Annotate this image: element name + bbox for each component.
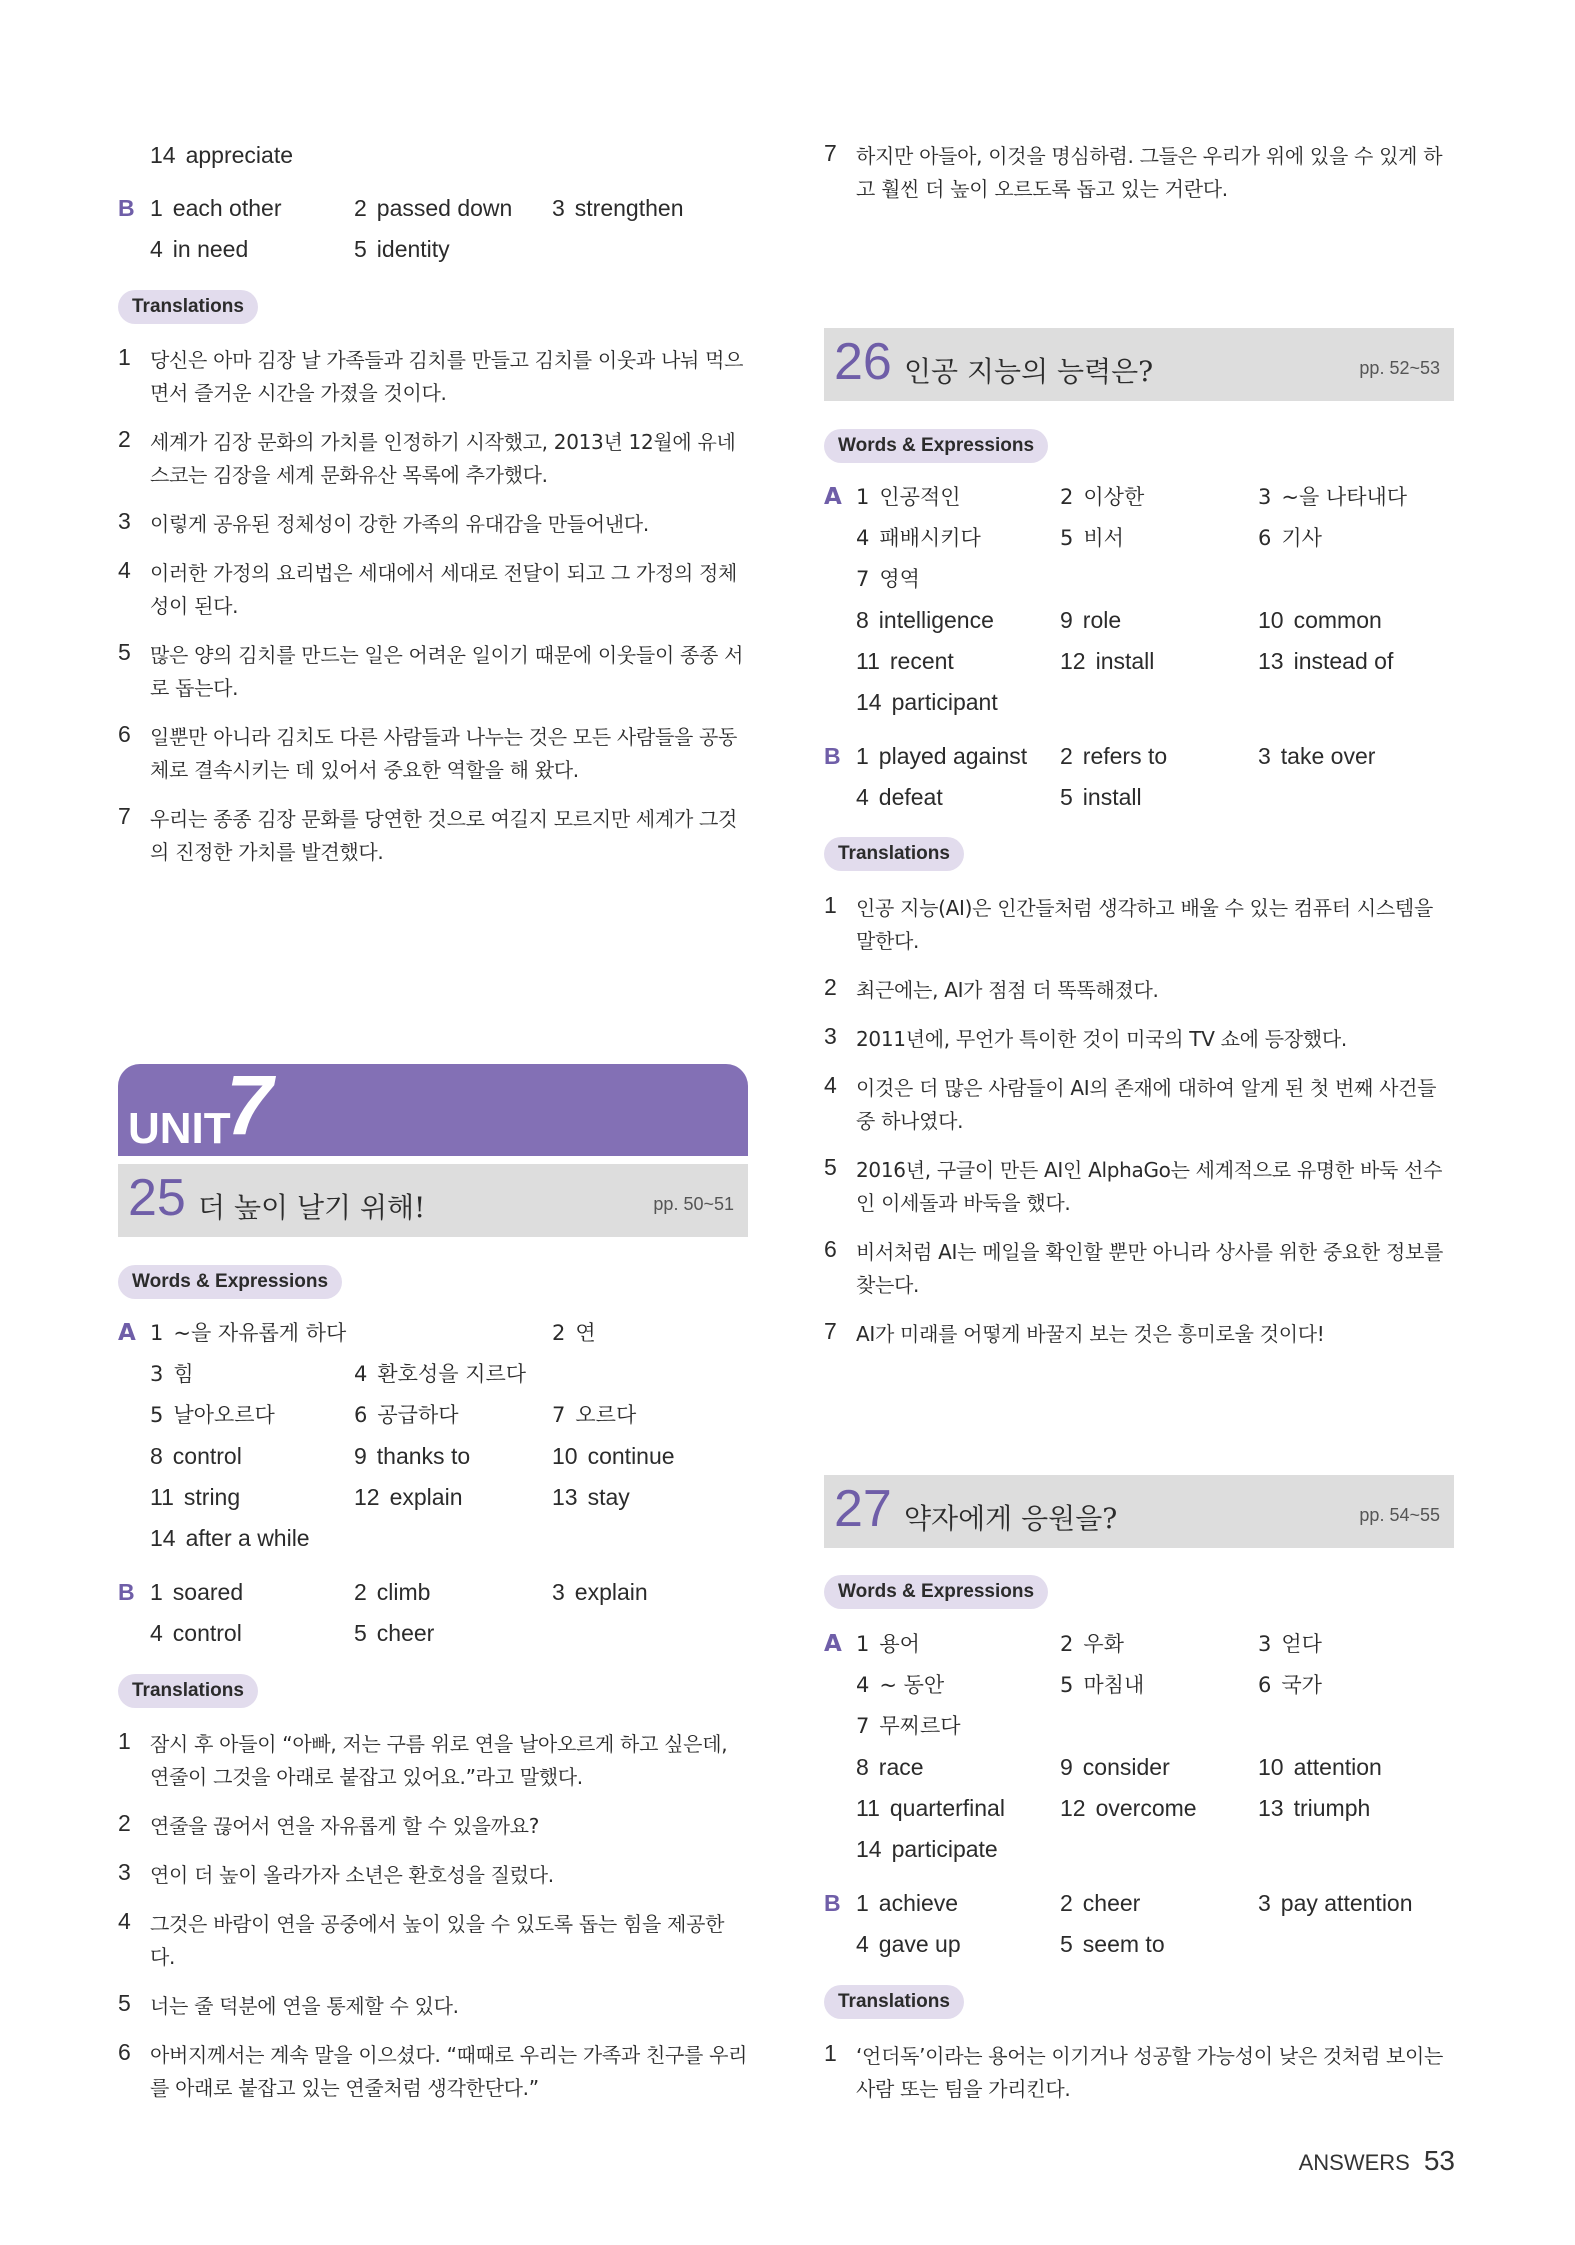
item-text: 영역 [879, 567, 920, 591]
section-letter-a: A [824, 1631, 842, 1657]
item-number: 3 [1258, 485, 1272, 509]
translation-item [118, 557, 748, 623]
answer-a-row-3 [118, 1400, 748, 1430]
section-letter-b: B [824, 743, 841, 769]
item-number: 1 [150, 1321, 164, 1345]
answer-a-row-1 [118, 1318, 748, 1348]
item-number: 14 [856, 689, 882, 715]
answer-b-row-1 [118, 1577, 748, 1607]
item-text: seem to [1082, 1931, 1165, 1957]
lesson-25-header [118, 1164, 748, 1237]
item-text: ~을 자유롭게 하다 [173, 1321, 347, 1345]
item-text: strengthen [574, 195, 684, 221]
translation-number: 1 [824, 892, 837, 918]
item-text: 비서 [1083, 526, 1124, 550]
item-number: 13 [1258, 648, 1284, 674]
item-text: appreciate [185, 142, 294, 168]
translation-number: 3 [824, 1023, 837, 1049]
item-number: 5 [1060, 526, 1074, 550]
item-text: stay [587, 1484, 630, 1510]
item-number: 1 [856, 743, 869, 769]
translation-number: 1 [118, 344, 131, 370]
item-number: 5 [354, 236, 367, 262]
answer-a-row-4 [118, 1441, 748, 1471]
item-number: 1 [856, 485, 870, 509]
translation-item [118, 426, 748, 492]
item-text: continue [587, 1443, 675, 1469]
words-expressions-label: Words & Expressions [824, 1575, 1048, 1609]
item-number: 2 [1060, 1632, 1074, 1656]
item-text: race [878, 1754, 924, 1780]
translation-text: 하지만 아들아, 이것을 명심하렴. 그들은 우리가 위에 있을 수 있게 하고 훨씬 더 높이 오르도록 돕고 있는 거란다. [856, 144, 1443, 201]
item-number: 1 [150, 195, 163, 221]
translation-item [824, 1072, 1454, 1138]
translation-number: 1 [118, 1728, 131, 1754]
item-number: 14 [150, 142, 176, 168]
translation-item [824, 140, 1454, 206]
item-text: take over [1280, 743, 1376, 769]
answer-a-row-5 [824, 1793, 1454, 1823]
answer-a-row-2 [118, 1359, 748, 1389]
footer-label: ANSWERS [1298, 2150, 1410, 2175]
translation-text: 많은 양의 김치를 만드는 일은 어려운 일이기 때문에 이웃들이 종종 서로 돕는다. [150, 643, 744, 700]
translation-number: 5 [118, 1990, 131, 2016]
item-number: 5 [1060, 784, 1073, 810]
section-letter-a: A [824, 484, 842, 510]
item-number: 3 [150, 1362, 164, 1386]
item-text: soared [172, 1579, 244, 1605]
words-expressions-label: Words & Expressions [824, 429, 1048, 463]
item-text: 연 [575, 1321, 596, 1345]
item-number: 2 [1060, 1890, 1073, 1916]
translation-item [118, 1728, 748, 1794]
lesson-title: 더 높이 날기 위해! [198, 1191, 426, 1224]
translation-item [824, 1236, 1454, 1302]
item-number: 12 [354, 1484, 380, 1510]
lesson-26-header [824, 328, 1454, 401]
translation-text: 인공 지능(AI)은 인간들처럼 생각하고 배울 수 있는 컴퓨터 시스템을 말한다. [856, 896, 1433, 953]
translation-text: 당신은 아마 김장 날 가족들과 김치를 만들고 김치를 이웃과 나눠 먹으면서 즐거운 시간을 가졌을 것이다. [150, 348, 744, 405]
item-number: 10 [1258, 607, 1284, 633]
translations-label: Translations [824, 1985, 964, 2019]
item-text: explain [574, 1579, 648, 1605]
translation-number: 2 [824, 974, 837, 1000]
section-letter-a: A [118, 1320, 136, 1346]
translation-text: 이렇게 공유된 정체성이 강한 가족의 유대감을 만들어낸다. [150, 512, 649, 536]
item-number: 7 [856, 567, 870, 591]
item-number: 3 [1258, 1632, 1272, 1656]
translation-item [118, 803, 748, 869]
item-number: 11 [856, 1795, 880, 1821]
lesson-title: 약자에게 응원을? [904, 1502, 1118, 1535]
item-text: 오르다 [575, 1403, 637, 1427]
item-text: participate [891, 1836, 998, 1862]
translations-label: Translations [118, 290, 258, 324]
item-text: cheer [1082, 1890, 1141, 1916]
item-text: 무찌르다 [879, 1714, 961, 1738]
answer-b-row-2 [824, 1929, 1454, 1959]
answer-a-row-5 [118, 1482, 748, 1512]
item-text: ~을 나타내다 [1281, 485, 1408, 509]
translation-item [824, 892, 1454, 958]
translation-item [118, 1810, 748, 1843]
translation-number: 2 [118, 426, 131, 452]
item-number: 4 [354, 1362, 368, 1386]
translation-number: 3 [118, 1859, 131, 1885]
item-number: 9 [1060, 607, 1073, 633]
item-number: 14 [856, 1836, 882, 1862]
lesson-title: 인공 지능의 능력은? [904, 355, 1154, 388]
unit-word: UNIT [128, 1104, 231, 1153]
item-text: defeat [878, 784, 943, 810]
item-text: triumph [1293, 1795, 1371, 1821]
translation-text: 우리는 종종 김장 문화를 당연한 것으로 여길지 모르지만 세계가 그것의 진정한 가치를 발견했다. [150, 807, 738, 864]
translation-number: 3 [118, 508, 131, 534]
item-number: 1 [150, 1579, 163, 1605]
item-number: 6 [354, 1403, 368, 1427]
item-text: 날아오르다 [173, 1403, 275, 1427]
item-text: participant [891, 689, 998, 715]
translation-item [118, 344, 748, 410]
item-number: 9 [1060, 1754, 1073, 1780]
translation-number: 5 [824, 1154, 837, 1180]
answer-a-row-3 [824, 1711, 1454, 1741]
translation-number: 6 [118, 721, 131, 747]
item-text: ~ 동안 [879, 1673, 945, 1697]
item-text: pay attention [1280, 1890, 1413, 1916]
translation-item [824, 974, 1454, 1007]
translation-number: 5 [118, 639, 131, 665]
answer-b-row-2 [118, 234, 748, 264]
item-number: 13 [1258, 1795, 1284, 1821]
translation-text: 연줄을 끊어서 연을 자유롭게 할 수 있을까요? [150, 1814, 540, 1838]
lesson-27-header [824, 1475, 1454, 1548]
translation-item [824, 2040, 1454, 2106]
item-text: 이상한 [1083, 485, 1145, 509]
answer-a-row-4 [824, 605, 1454, 635]
item-number: 4 [856, 784, 869, 810]
item-number: 5 [1060, 1673, 1074, 1697]
section-letter-b: B [118, 1579, 135, 1605]
item-text: consider [1082, 1754, 1170, 1780]
translation-item [824, 1318, 1454, 1351]
item-text: 공급하다 [377, 1403, 459, 1427]
answer-a-row-5 [824, 646, 1454, 676]
item-text: achieve [878, 1890, 959, 1916]
item-number: 4 [856, 526, 870, 550]
answer-a-row-6 [824, 687, 1454, 717]
item-text: quarterfinal [889, 1795, 1005, 1821]
item-number: 6 [1258, 1673, 1272, 1697]
item-text: refers to [1082, 743, 1168, 769]
item-text: control [172, 1443, 242, 1469]
item-text: identity [376, 236, 450, 262]
item-number: 7 [552, 1403, 566, 1427]
item-text: explain [389, 1484, 463, 1510]
item-text: passed down [376, 195, 513, 221]
item-text: cheer [376, 1620, 435, 1646]
item-text: 환호성을 지르다 [377, 1362, 527, 1386]
item-number: 3 [552, 1579, 565, 1605]
item-text: climb [376, 1579, 431, 1605]
answer-a-row-3 [824, 564, 1454, 594]
translation-item [118, 1908, 748, 1974]
item-text: in need [172, 236, 249, 262]
lesson-number: 26 [834, 333, 892, 391]
answer-a-row-1 [824, 1629, 1454, 1659]
item-text: role [1082, 607, 1122, 633]
translation-number: 6 [824, 1236, 837, 1262]
translation-text: 이것은 더 많은 사람들이 AI의 존재에 대하여 알게 된 첫 번째 사건들 중 하나였다. [856, 1076, 1437, 1133]
translation-text: 이러한 가정의 요리법은 세대에서 세대로 전달이 되고 그 가정의 정체성이 된다. [150, 561, 738, 618]
translation-item [824, 1023, 1454, 1056]
translation-number: 7 [824, 1318, 837, 1344]
item-text: gave up [878, 1931, 961, 1957]
item-number: 5 [150, 1403, 164, 1427]
page-number: 53 [1423, 2145, 1455, 2176]
lesson-number: 25 [128, 1169, 186, 1227]
translation-item [118, 2039, 748, 2105]
item-number: 2 [1060, 743, 1073, 769]
translation-item [118, 508, 748, 541]
item-text: instead of [1293, 648, 1394, 674]
item-text: common [1293, 607, 1382, 633]
translation-number: 4 [118, 1908, 131, 1934]
translation-text: 최근에는, AI가 점점 더 똑똑해졌다. [856, 978, 1159, 1002]
item-number: 8 [150, 1443, 163, 1469]
unit-number: 7 [226, 1058, 273, 1152]
item-number: 2 [1060, 485, 1074, 509]
item-number: 13 [552, 1484, 578, 1510]
translation-text: 아버지께서는 계속 말을 이으셨다. “때때로 우리는 가족과 친구를 우리를 아래로 붙잡고 있는 연줄처럼 생각한단다.” [150, 2043, 748, 2100]
lesson-number: 27 [834, 1480, 892, 1538]
item-number: 4 [150, 1620, 163, 1646]
item-text: install [1095, 648, 1155, 674]
item-number: 2 [354, 1579, 367, 1605]
translation-item [118, 1859, 748, 1892]
item-text: each other [172, 195, 282, 221]
translation-item [118, 639, 748, 705]
translation-item [118, 721, 748, 787]
item-number: 3 [552, 195, 565, 221]
lesson-pages: pp. 50~51 [653, 1194, 734, 1214]
item-number: 11 [856, 648, 880, 674]
translation-number: 7 [118, 803, 131, 829]
item-text: 힘 [173, 1362, 194, 1386]
item-text: string [183, 1484, 241, 1510]
item-text: 마침내 [1083, 1673, 1145, 1697]
item-text: 얻다 [1281, 1632, 1322, 1656]
words-expressions-label: Words & Expressions [118, 1265, 342, 1299]
answer-b-row-1 [118, 193, 748, 223]
answer-b-row-2 [118, 1618, 748, 1648]
item-number: 7 [856, 1714, 870, 1738]
item-text: intelligence [878, 607, 994, 633]
item-number: 4 [856, 1673, 870, 1697]
item-number: 12 [1060, 1795, 1086, 1821]
item-text: after a while [185, 1525, 310, 1551]
translation-text: 연이 더 높이 올라가자 소년은 환호성을 질렀다. [150, 1863, 554, 1887]
item-text: control [172, 1620, 242, 1646]
item-text: 국가 [1281, 1673, 1322, 1697]
translation-text: ‘언더독’이라는 용어는 이기거나 성공할 가능성이 낮은 것처럼 보이는 사람 또는 팀을 가리킨다. [856, 2044, 1444, 2101]
answer-a-row-6 [118, 1523, 748, 1553]
answer-b-row-2 [824, 782, 1454, 812]
translation-number: 4 [118, 557, 131, 583]
answer-a-row-2 [824, 523, 1454, 553]
item-number: 1 [856, 1632, 870, 1656]
translation-number: 4 [824, 1072, 837, 1098]
translation-item [824, 1154, 1454, 1220]
item-number: 5 [1060, 1931, 1073, 1957]
item-number: 3 [1258, 1890, 1271, 1916]
item-text: install [1082, 784, 1142, 810]
answer-a-row-1 [824, 482, 1454, 512]
item-text: attention [1293, 1754, 1382, 1780]
section-letter-b: B [118, 195, 135, 221]
translation-text: 2016년, 구글이 만든 AI인 AlphaGo는 세계적으로 유명한 바둑 선수인 이세돌과 바둑을 했다. [856, 1158, 1443, 1215]
answer-a-row-4 [824, 1752, 1454, 1782]
item-number: 8 [856, 1754, 869, 1780]
item-number: 2 [354, 195, 367, 221]
translations-label: Translations [118, 1674, 258, 1708]
item-number: 11 [150, 1484, 174, 1510]
translation-text: 2011년에, 무언가 특이한 것이 미국의 TV 쇼에 등장했다. [856, 1027, 1347, 1051]
item-number: 12 [1060, 648, 1086, 674]
item-text: thanks to [376, 1443, 471, 1469]
section-letter-b: B [824, 1890, 841, 1916]
translation-text: 세계가 김장 문화의 가치를 인정하기 시작했고, 2013년 12월에 유네스코는 김장을 세계 문화유산 목록에 추가했다. [150, 430, 736, 487]
lesson-pages: pp. 52~53 [1359, 358, 1440, 378]
item-number: 6 [1258, 526, 1272, 550]
translation-item [118, 1990, 748, 2023]
item-number: 1 [856, 1890, 869, 1916]
item-number: 14 [150, 1525, 176, 1551]
translation-text: 그것은 바람이 연을 공중에서 높이 있을 수 있도록 돕는 힘을 제공한다. [150, 1912, 725, 1969]
translation-number: 7 [824, 140, 837, 166]
item-text: 기사 [1281, 526, 1322, 550]
item-number: 2 [552, 1321, 566, 1345]
item-text: 우화 [1083, 1632, 1124, 1656]
translation-number: 6 [118, 2039, 131, 2065]
lesson-pages: pp. 54~55 [1359, 1505, 1440, 1525]
item-number: 10 [552, 1443, 578, 1469]
item-number: 3 [1258, 743, 1271, 769]
page-footer [1299, 2145, 1455, 2177]
item-number: 10 [1258, 1754, 1284, 1780]
translation-text: 너는 줄 덕분에 연을 통제할 수 있다. [150, 1994, 459, 2018]
translation-text: AI가 미래를 어떻게 바꿀지 보는 것은 흥미로울 것이다! [856, 1322, 1325, 1346]
item-text: overcome [1095, 1795, 1197, 1821]
item-number: 5 [354, 1620, 367, 1646]
unit-banner [118, 1058, 748, 1156]
answer-a-row-2 [824, 1670, 1454, 1700]
item-text: 용어 [879, 1632, 920, 1656]
answer-a-row-6 [824, 1834, 1454, 1864]
translations-label: Translations [824, 837, 964, 871]
item-number: 8 [856, 607, 869, 633]
item-number: 4 [856, 1931, 869, 1957]
item-text: 인공적인 [879, 485, 961, 509]
answer-b-row-1 [824, 1888, 1454, 1918]
item-text: 패배시키다 [879, 526, 981, 550]
item-text: recent [889, 648, 954, 674]
translation-number: 2 [118, 1810, 131, 1836]
translation-text: 일뿐만 아니라 김치도 다른 사람들과 나누는 것은 모든 사람들을 공동체로 결속시키는 데 있어서 중요한 역할을 해 왔다. [150, 725, 738, 782]
translation-text: 잠시 후 아들이 “아빠, 저는 구름 위로 연을 날아오르게 하고 싶은데, 연줄이 그것을 아래로 붙잡고 있어요.”라고 말했다. [150, 1732, 728, 1789]
item-text: played against [878, 743, 1028, 769]
translation-number: 1 [824, 2040, 837, 2066]
item-number: 9 [354, 1443, 367, 1469]
item-number: 4 [150, 236, 163, 262]
answer-b-row-1 [824, 741, 1454, 771]
translation-text: 비서처럼 AI는 메일을 확인할 뿐만 아니라 상사를 위한 중요한 정보를 찾는다. [856, 1240, 1444, 1297]
